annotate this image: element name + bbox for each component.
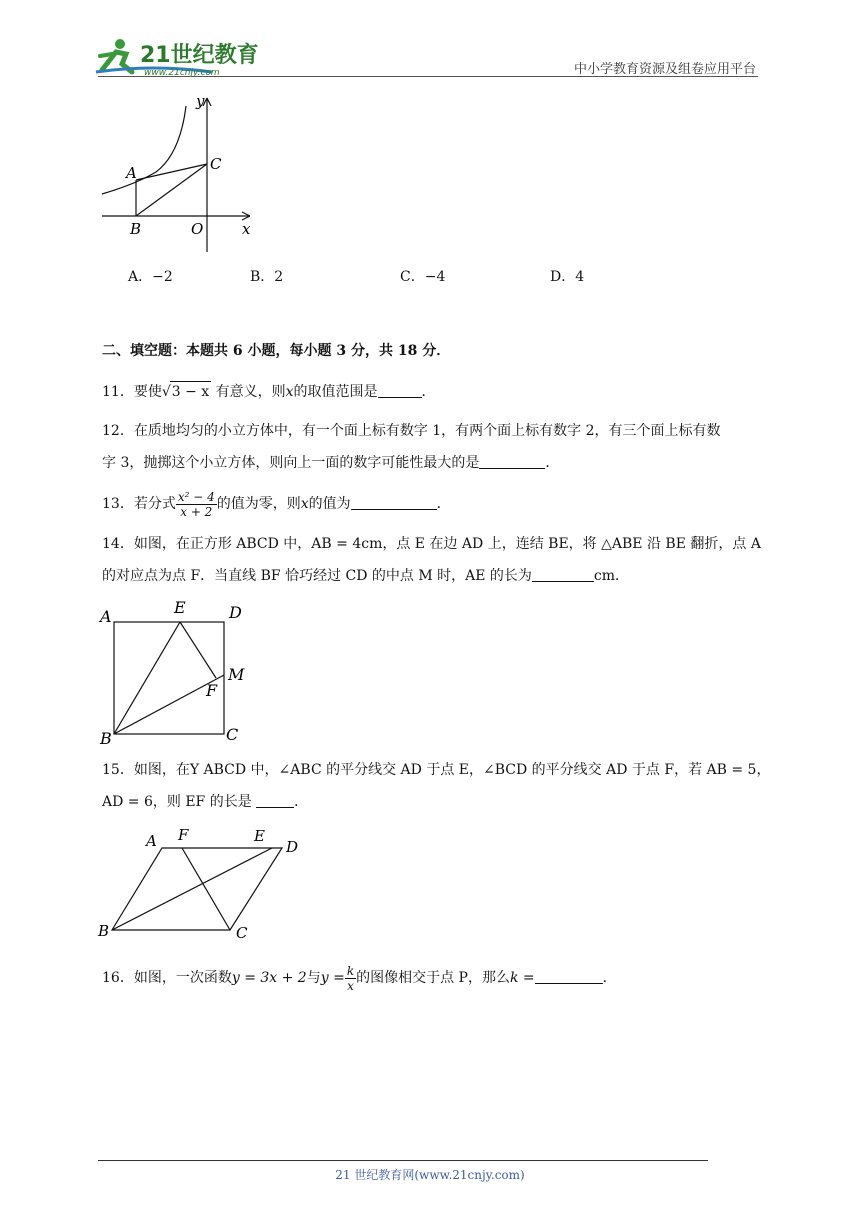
q12-answer-blank[interactable] bbox=[479, 454, 545, 469]
q10-option-c: C．−4 bbox=[400, 269, 446, 285]
question-14-line2: 的对应点为点 F．当直线 BF 恰巧经过 CD 的中点 M 时，AE 的长为 cm． bbox=[102, 568, 630, 584]
square-abcd bbox=[114, 622, 224, 734]
label-d: D bbox=[286, 838, 299, 856]
label-c: C bbox=[226, 725, 239, 744]
question-13: 13．若分式 $\frac{\text{x² − 4}}{x + 2}$ 的值为零，则x的值为 ． bbox=[102, 489, 451, 519]
label-e: E bbox=[254, 827, 265, 845]
question-11: 11．要使√3 − x 有意义，则x的取值范围是 ． bbox=[102, 381, 436, 402]
q14-answer-blank[interactable] bbox=[532, 567, 594, 582]
label-f: F bbox=[206, 681, 218, 700]
footer-link[interactable]: 21 世纪教育网(www.21cnjy.com) bbox=[335, 1168, 525, 1182]
q11-mid: 有意义，则 bbox=[215, 384, 286, 400]
label-m: M bbox=[228, 665, 245, 684]
label-f: F bbox=[178, 826, 189, 844]
segment-be bbox=[114, 622, 180, 734]
label-o: O bbox=[191, 220, 204, 238]
label-a: A bbox=[146, 832, 157, 850]
q10-option-d: D．4 bbox=[550, 269, 585, 285]
label-b: B bbox=[98, 922, 110, 940]
function-curve bbox=[102, 106, 186, 194]
footer-divider bbox=[98, 1160, 708, 1161]
sqrt-icon: √ bbox=[161, 384, 171, 400]
segment-be bbox=[112, 848, 272, 930]
q10-graph-figure bbox=[96, 92, 266, 262]
segment-ef bbox=[180, 622, 216, 678]
q13-denominator: x + 2 bbox=[180, 504, 213, 519]
logo-url-text: www.21cnjy.com bbox=[144, 68, 220, 78]
header-platform-text: 中小学教育资源及组卷应用平台 bbox=[573, 62, 756, 77]
q10-option-b: B．2 bbox=[250, 269, 284, 285]
label-b: B bbox=[100, 729, 112, 746]
question-15-line2: AD = 6，则 EF 的长是 ． bbox=[102, 794, 309, 810]
q16-answer-blank[interactable] bbox=[535, 969, 603, 984]
q15-answer-blank[interactable] bbox=[256, 793, 294, 808]
label-a: A bbox=[100, 607, 112, 626]
label-a: A bbox=[126, 164, 137, 182]
q13-fraction bbox=[176, 490, 217, 519]
q11-var: x bbox=[285, 384, 294, 400]
question-16: 16．如图，一次函数y = 3x + 2与y = $\frac{k}{x}$ 的图像相交于点 P，那么k = ． bbox=[102, 963, 617, 993]
question-14-line1: 14．如图，在正方形 ABCD 中，AB = 4cm，点 E 在边 AD 上，连结 BE，将 △ABE 沿 BE 翻折，点 A bbox=[102, 536, 761, 552]
label-x: x bbox=[242, 220, 251, 238]
label-y: y bbox=[196, 92, 205, 110]
q15-parallelogram-figure bbox=[96, 826, 306, 944]
header-divider bbox=[98, 76, 758, 77]
q13-numerator: x² − 4 bbox=[177, 489, 215, 504]
q14-square-figure bbox=[96, 596, 256, 746]
q13-answer-blank[interactable] bbox=[351, 495, 437, 510]
q10-option-a: A．−2 bbox=[128, 269, 173, 285]
label-d: D bbox=[229, 603, 242, 622]
question-12-line2: 字 3，抛掷这个小立方体，则向上一面的数字可能性最大的是 ． bbox=[102, 455, 560, 471]
parallelogram-abcd bbox=[112, 848, 282, 930]
q11-pre: 11．要使 bbox=[102, 384, 162, 400]
question-15-line1: 15．如图，在Y ABCD 中，∠ABC 的平分线交 AD 于点 E，∠BCD 的平分线交 AD 于点 F，若 AB = 5， bbox=[102, 762, 771, 778]
segment-cf bbox=[182, 848, 230, 930]
q16-linear-function: y = 3x + 2 bbox=[231, 970, 307, 986]
site-logo bbox=[92, 34, 262, 78]
label-b: B bbox=[130, 220, 142, 238]
label-e: E bbox=[174, 598, 186, 617]
question-12-line1: 12．在质地均匀的小立方体中，有一个面上标有数字 1，有两个面上标有数字 2，有三个面上标有数 bbox=[102, 423, 721, 439]
q16-fraction: $\frac{k}{x}$ bbox=[346, 963, 355, 993]
section-2-title: 二、填空题：本题共 6 小题，每小题 3 分，共 18 分． bbox=[102, 343, 451, 359]
q11-radicand: 3 − x bbox=[170, 381, 211, 402]
label-c: C bbox=[236, 924, 248, 942]
q11-answer-blank[interactable] bbox=[378, 383, 422, 398]
label-c: C bbox=[210, 155, 222, 173]
q11-post: 的取值范围是 bbox=[293, 384, 378, 400]
logo-main-text: 21世纪教育 bbox=[140, 43, 259, 68]
